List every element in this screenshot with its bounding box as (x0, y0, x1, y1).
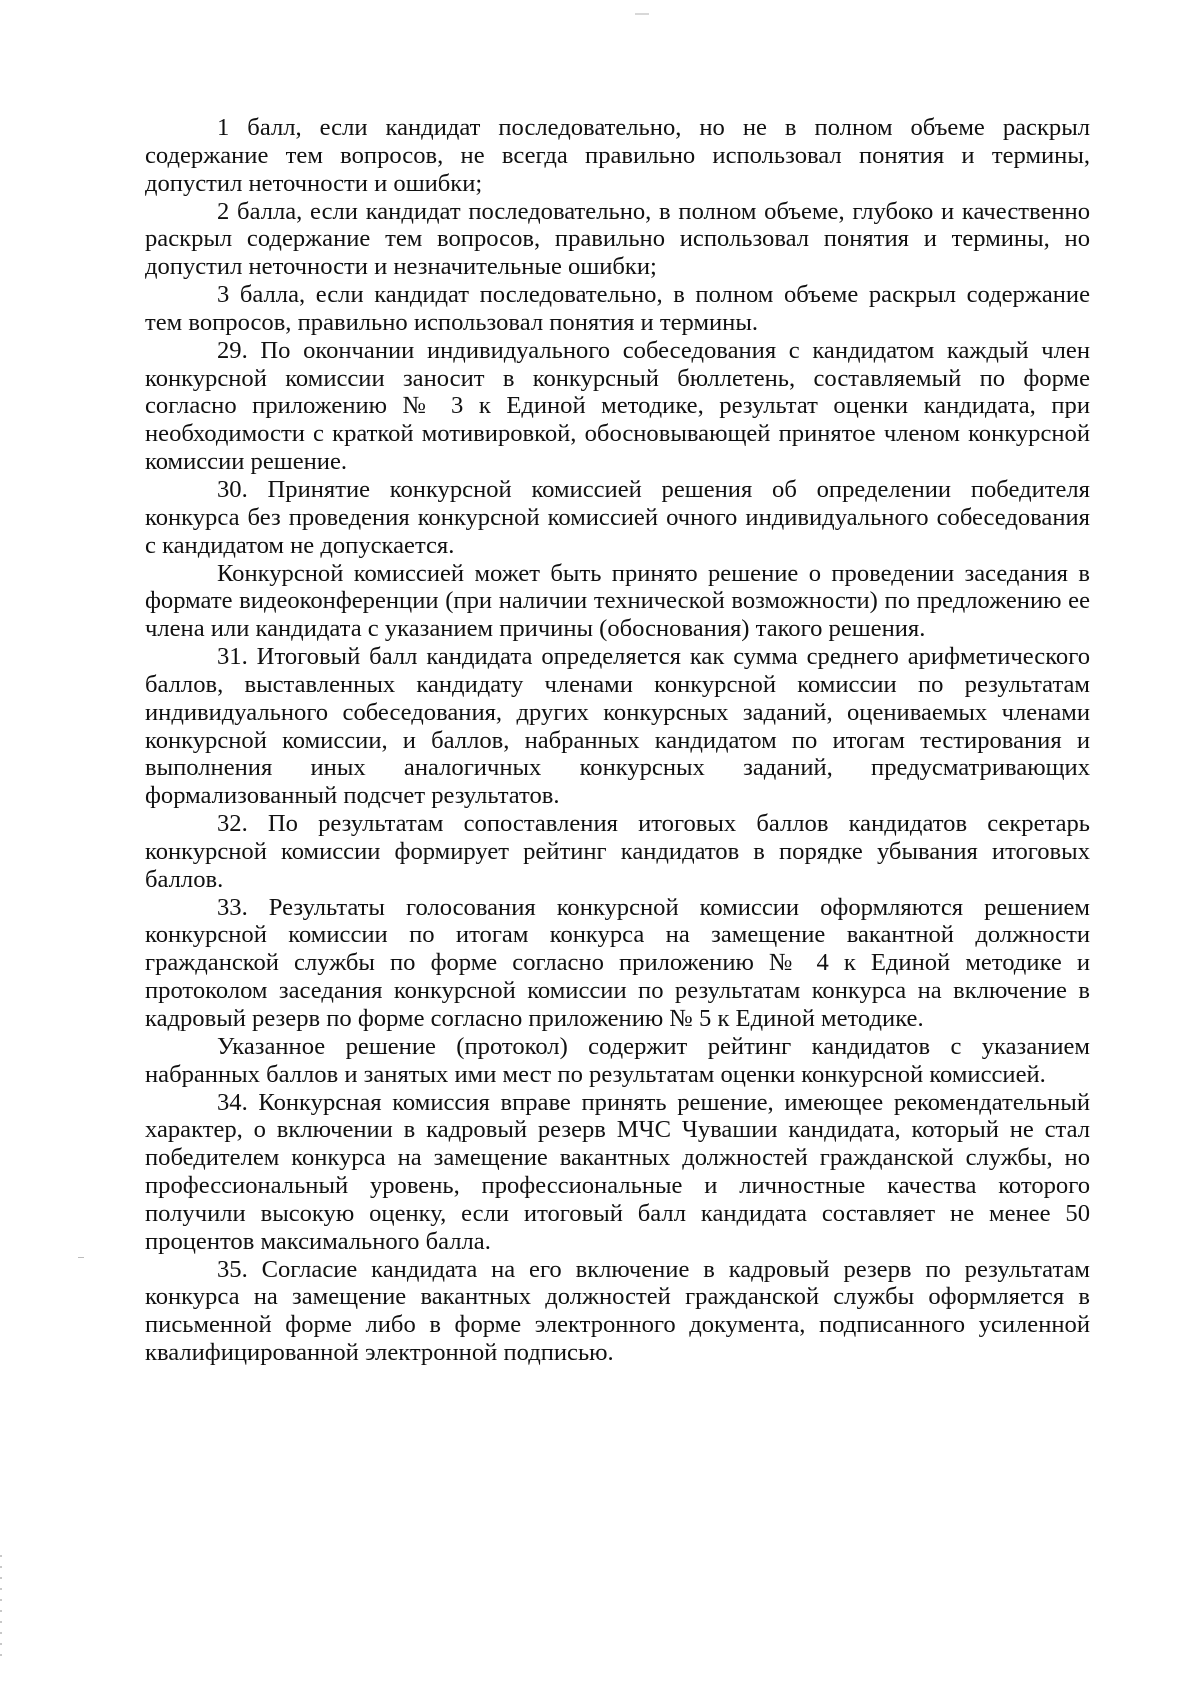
scan-artifact-top (635, 13, 649, 15)
paragraph-clause-31: 31. Итоговый балл кандидата определяется как сумма среднего арифметического баллов, выставленных кандидату членами конкурсной комиссии по результатам индивидуального собеседования, других конкурсных заданий, оцениваемых членами конкурсной комиссии, и баллов, набранных кандидатом по итогам тестирования и выполнения иных аналогичных конкурсных заданий, предусматривающих формализованный подсчет результатов. (145, 643, 1090, 810)
paragraph-clause-34: 34. Конкурсная комиссия вправе принять решение, имеющее рекомендательный характер, о включении в кадровый резерв МЧС Чувашии кандидата, который не стал победителем конкурса на замещение вакантных должностей гражданской службы, но профессиональный уровень, профессиональные и личностные качества которого получили высокую оценку, если итоговый балл кандидата составляет не менее 50 процентов максимального балла. (145, 1088, 1090, 1255)
paragraph-score-1: 1 балл, если кандидат последовательно, но не в полном объеме раскрыл содержание тем вопросов, не всегда правильно использовал понятия и термины, допустил неточности и ошибки; (145, 114, 1090, 197)
document-body (145, 114, 1090, 1367)
paragraph-clause-30: 30. Принятие конкурсной комиссией решения об определении победителя конкурса без проведения конкурсной комиссией очного индивидуального собеседования с кандидатом не допускается. (145, 475, 1090, 559)
paragraph-score-3: 3 балла, если кандидат последовательно, в полном объеме раскрыл содержание тем вопросов, правильно использовал понятия и термины. (145, 281, 1090, 336)
paragraph-videoconference: Конкурсной комиссией может быть принято решение о проведении заседания в формате видеоконференции (при наличии технической возможности) по предложению ее члена или кандидата с указанием причины (обоснования) такого решения. (145, 559, 1090, 643)
paragraph-score-2: 2 балла, если кандидат последовательно, в полном объеме, глубоко и качественно раскрыл содержание тем вопросов, правильно использовал понятия и термины, но допустил неточности и незначительные ошибки; (145, 197, 1090, 281)
paragraph-clause-32: 32. По результатам сопоставления итоговых баллов кандидатов секретарь конкурсной комиссии формирует рейтинг кандидатов в порядке убывания итоговых баллов. (145, 810, 1090, 893)
scan-artifact-left-dash (78, 1257, 84, 1258)
paragraph-clause-35: 35. Согласие кандидата на его включение в кадровый резерв по результатам конкурса на замещение вакантных должностей гражданской службы оформляется в письменной форме либо в форме электронного документа, подписанного усиленной квалифицированной электронной подписью. (145, 1255, 1090, 1367)
paragraph-clause-33: 33. Результаты голосования конкурсной комиссии оформляются решением конкурсной комиссии по итогам конкурса на замещение вакантной должности гражданской службы по форме согласно приложению № 4 к Единой методике и протоколом заседания конкурсной комиссии по результатам конкурса на включение в кадровый резерв по форме согласно приложению № 5 к Единой методике. (145, 893, 1090, 1032)
paragraph-clause-29: 29. По окончании индивидуального собеседования с кандидатом каждый член конкурсной комиссии заносит в конкурсный бюллетень, составляемый по форме согласно приложению № 3 к Единой методике, результат оценки кандидата, при необходимости с краткой мотивировкой, обосновывающей принятое членом конкурсной комиссии решение. (145, 336, 1090, 476)
paragraph-decision-rating: Указанное решение (протокол) содержит рейтинг кандидатов с указанием набранных баллов и занятых ими мест по результатам оценки конкурсной комиссией. (145, 1032, 1090, 1088)
scan-artifact-left-dots (0, 1555, 2, 1665)
